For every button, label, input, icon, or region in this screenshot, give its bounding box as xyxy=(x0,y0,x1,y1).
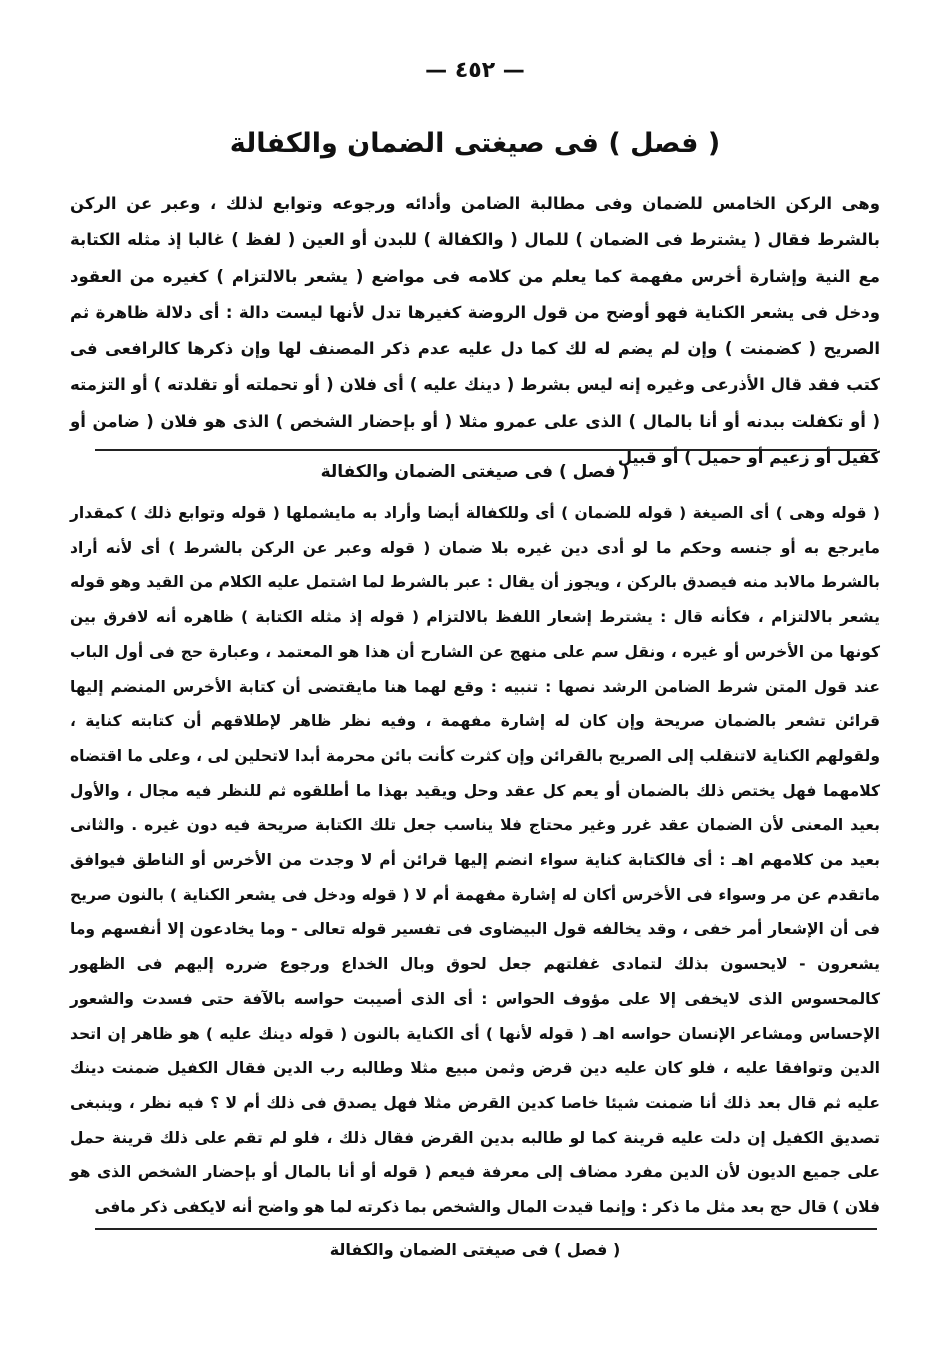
page-number: — ٤٥٢ — xyxy=(425,58,525,83)
separator-rule-bottom xyxy=(95,1228,877,1230)
commentary-title: ( فصل ) فى صيغتى الضمان والكفالة xyxy=(320,462,630,482)
chapter-title: ( فصل ) فى صيغتى الضمان والكفالة xyxy=(229,128,721,159)
footer-title: ( فصل ) فى صيغتى الضمان والكفالة xyxy=(329,1240,621,1259)
separator-rule-top xyxy=(95,449,877,451)
main-text: وهى الركن الخامس للضمان وفى مطالبة الضامن وأدائه ورجوعه وتوابع لذلك ، وعبر عن الركن بالشرط فقال ( يشترط فى الضمان ) للمال ( والكفالة ) للبدن أو العين ( لفظ ) غالبا إذ مثله الكتابة مع النية وإشارة أخرس مفهمة كما يعلم من كلامه فى مواضع ( يشعر بالالتزام ) كغيره من العقود ودخل فى يشعر الكناية فهو أوضح من قول الروضة كغيرها تدل لأنها ليست دالة : أى دلالة ظاهرة ثم الصريح ( كضمنت ) وإن لم يضم له لك كما دل عليه عدم ذكر المصنف لها وإن ذكرها كالرافعى فى كتب فقد قال الأذرعى وغيره إنه ليس بشرط ( دينك عليه ) أى فلان ( أو تحملته أو تقلدته ) أو التزمته ( أو تكفلت ببدنه أو أنا بالمال ) الذى على عمرو مثلا ( أو بإحضار الشخص ) الذى هو فلان ( ضامن أو كفيل أو زعيم أو حميل ) أو قبيل xyxy=(70,194,880,468)
commentary-text: ( قوله وهى ) أى الصيغة ( قوله للضمان ) أى وللكفالة أيضا وأراد به مايشملها ( قوله وتوابع ذلك ) كمقدار مايرجع به أو جنسه وحكم ما لو أدى دين غيره بلا ضمان ( قوله وعبر عن الركن بالشرط ) أى لأنه أراد بالشرط مالابد منه فيصدق بالركن ، ويجوز أن يقال : عبر بالشرط لما اشتمل عليه الكلام من القيد وهو قوله يشعر بالالتزام ، فكأنه قال : يشترط إشعار اللفظ بالالتزام ( قوله إذ مثله الكتابة ) ظاهره أنه لافرق بين كونها من الأخرس أو غيره ، ونقل سم على منهج عن الشارح أن هذا هو المعتمد ، وعبارة حج فى أول الباب عند قول المتن شرط الضامن الرشد نصها : تنبيه : وقع لهما هنا مايقتضى أن كتابة الأخرس المنضم إليها قرائن تشعر بالضمان صريحة وإن كان له إشارة مفهمة ، وفيه نظر ظاهر لإطلاقهم أن كتابته كناية ، ولقولهم الكناية لاتنقلب إلى الصريح بالقرائن وإن كثرت كأنت بائن محرمة أبدا لاتحلين لى ، وعلى ما اقتضاه كلامهما فهل يختص ذلك بالضمان أو يعم كل عقد وحل ويقيد بهذا ما أطلقوه ثم للنظر فيه مجال ، والأول بعيد المعنى لأن الضمان عقد غرر وغير محتاج فلا يناسب جعل تلك الكتابة صريحة فيه دون غيره . والثانى بعيد من كلامهم اهـ : أى فالكتابة كناية سواء انضم إليها قرائن أم لا وجدت من الأخرس أو الناطق فيوافق ماتقدم عن مر وسواء فى الأخرس أكان له إشارة مفهمة أم لا ( قوله ودخل فى يشعر الكناية ) بالنون صريح فى أن الإشعار أمر خفى ، وقد يخالفه قول البيضاوى فى تفسير قوله تعالى - وما يخادعون إلا أنفسهم وما يشعرون - لايحسون بذلك لتمادى غفلتهم جعل لحوق وبال الخداع ورجوع ضرره إليهم فى الظهور كالمحسوس الذى لايخفى إلا على مؤوف الحواس : أى الذى أصيبت حواسه بالآفة حتى فسدت والشعور الإحساس ومشاعر الإنسان حواسه اهـ ( قوله لأنها ) أى الكناية بالنون ( قوله دينك عليه ) هو ظاهر إن اتحد الدين وتوافقا عليه ، فلو كان عليه دين قرض وثمن مبيع مثلا وطالبه رب الدين فقال الكفيل ضمنت دينك عليه ثم قال بعد ذلك أنا ضمنت شيئا خاصا كدين القرض مثلا فهل يصدق فى ذلك أم لا ؟ فيه نظر ، وينبغى تصديق الكفيل إن دلت عليه قرينة كما لو طالبه بدين القرض فقال ذلك ، فلو لم تقم على ذلك قرينة حمل على جميع الديون لأن الدين مفرد مضاف إلى معرفة فيعم ( قوله أو أنا بالمال أو بإحضار الشخص الذى هو فلان ) قال حج بعد مثل ما ذكر : وإنما قيدت المال والشخص بما ذكرته لما هو واضح أنه لايكفى ذكر مافى xyxy=(70,504,880,1217)
